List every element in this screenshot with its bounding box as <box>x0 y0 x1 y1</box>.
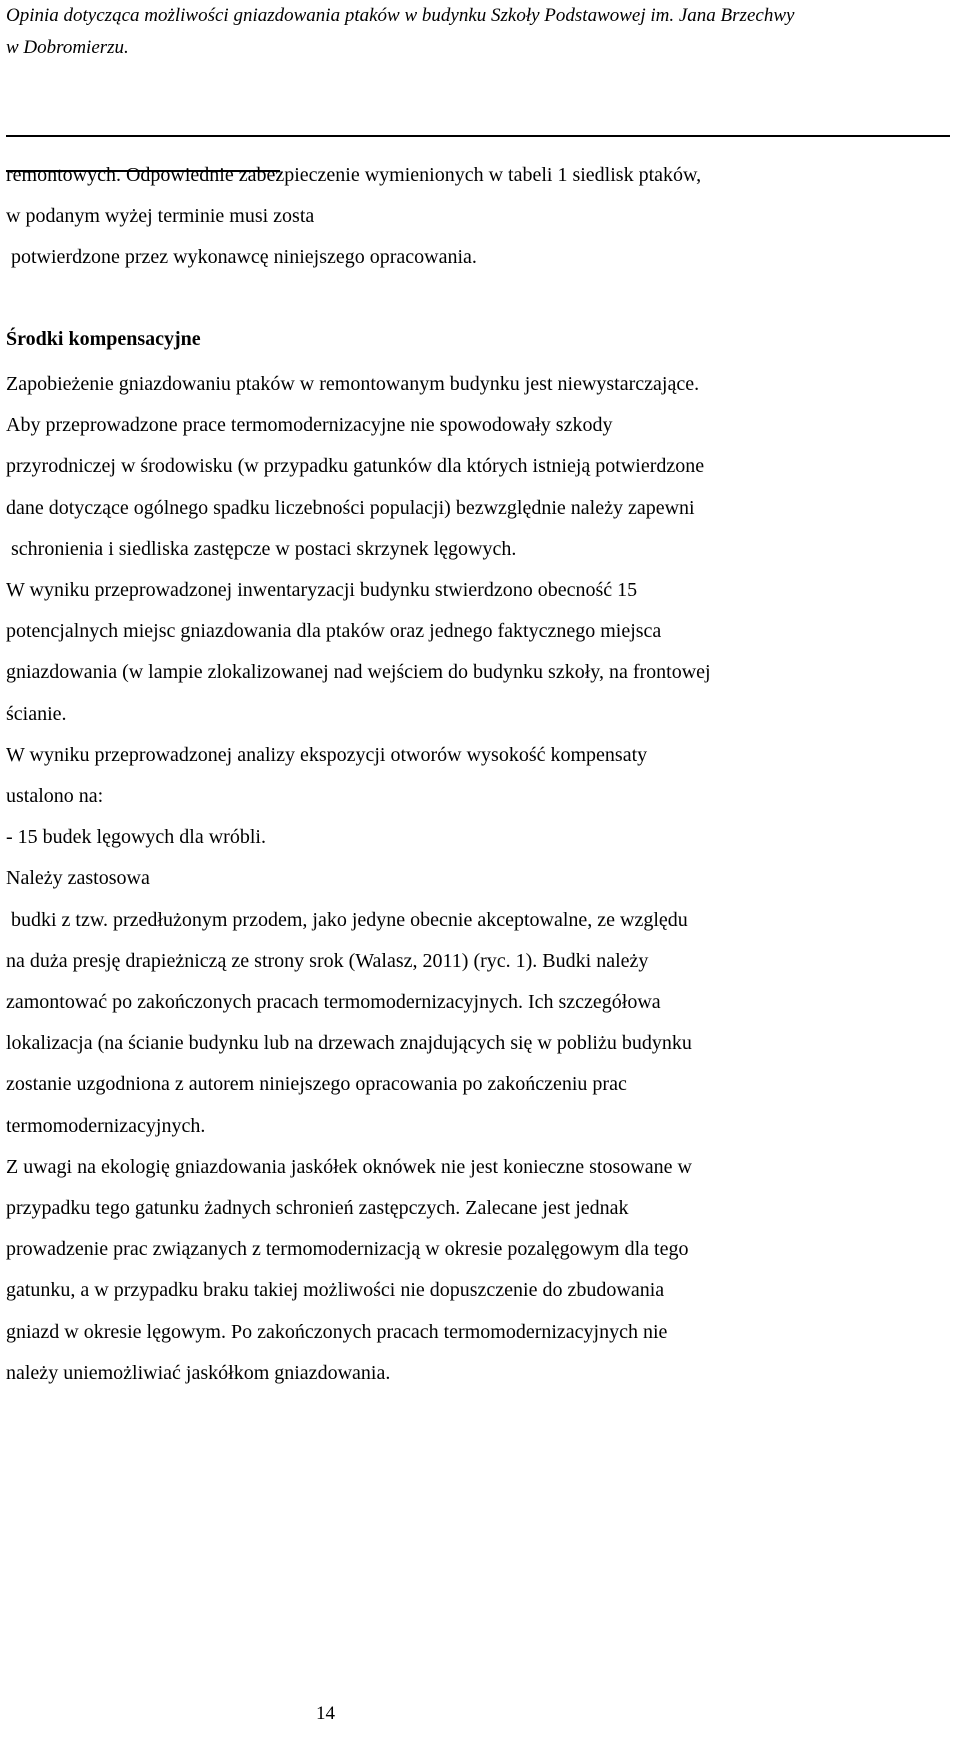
page-number: 14 <box>316 1703 335 1724</box>
header-rule <box>6 135 950 137</box>
paragraph-line: potencjalnych miejsc gniazdowania dla ptaków oraz jednego faktycznego miejsca <box>6 620 662 643</box>
paragraph-6 <box>6 858 956 1146</box>
running-header <box>6 0 956 64</box>
paragraph-line: W wyniku przeprowadzonej analizy ekspozycji otworów wysokość kompensaty <box>6 743 648 766</box>
paragraph-line: przypadku tego gatunku żadnych schronień zastępczych. Zalecane jest jednak <box>6 1197 629 1220</box>
intro-paragraph <box>6 155 956 278</box>
paragraph-line: zostanie uzgodniona z autorem niniejszego opracowania po zakończeniu prac <box>6 1073 627 1096</box>
paragraph-line: ścianie. <box>6 702 67 725</box>
paragraph-line: należy uniemożliwiać jaskółkom gniazdowania. <box>6 1361 391 1384</box>
paragraph-line: gatunku, a w przypadku braku takiej możliwości nie dopuszczenie do zbudowania <box>6 1279 665 1302</box>
paragraph-line: dane dotyczące ogólnego spadku liczebności populacji) bezwzględnie należy zapewni <box>6 496 695 519</box>
intro-line: remontowych. Odpowiednie zabezpieczenie wymienionych w tabeli 1 siedlisk ptaków, <box>6 164 702 186</box>
paragraph-line: prowadzenie prac związanych z termomodernizacją w okresie pozalęgowym dla tego <box>6 1238 689 1261</box>
paragraph-7 <box>6 1147 956 1394</box>
main-body <box>6 364 956 1394</box>
paragraph-line: gniazdowania (w lampie zlokalizowanej nad wejściem do budynku szkoły, na frontowej <box>6 661 711 684</box>
header-line-2: w Dobromierzu. <box>6 37 129 58</box>
paragraph-3 <box>6 570 956 735</box>
paragraph-line: ustalono na: <box>6 785 104 808</box>
header-line-1: Opinia dotycząca możliwości gniazdowania ptaków w budynku Szkoły Podstawowej im. Jana Brzechwy <box>6 5 795 26</box>
paragraph-4 <box>6 735 956 817</box>
paragraph-line: Z uwagi na ekologię gniazdowania jaskółek oknówek nie jest konieczne stosowane w <box>6 1155 692 1178</box>
paragraph-line: Należy zastosowa <box>6 867 150 890</box>
paragraph-line: zamontować po zakończonych pracach termomodernizacyjnych. Ich szczegółowa <box>6 991 661 1014</box>
intro-line: w podanym wyżej terminie musi zosta <box>6 205 315 227</box>
paragraph-line: budki z tzw. przedłużonym przodem, jako jedyne obecnie akceptowalne, ze względu <box>6 908 688 931</box>
paragraph-line: przyrodniczej w środowisku (w przypadku gatunków dla których istnieją potwierdzone <box>6 455 705 478</box>
paragraph-line: W wyniku przeprowadzonej inwentaryzacji budynku stwierdzono obecność 15 <box>6 579 638 602</box>
paragraph-1 <box>6 364 956 405</box>
paragraph-line: schronienia i siedliska zastępcze w postaci skrzynek lęgowych. <box>6 537 517 560</box>
paragraph-line: Aby przeprowadzone prace termomodernizacyjne nie spowodowały szkody <box>6 414 613 437</box>
paragraph-line: - 15 budek lęgowych dla wróbli. <box>6 826 266 849</box>
paragraph-line: na duża presję drapieżniczą ze strony srok (Walasz, 2011) (ryc. 1). Budki należy <box>6 949 649 972</box>
intro-line: potwierdzone przez wykonawcę niniejszego opracowania. <box>6 246 477 268</box>
paragraph-2 <box>6 405 956 570</box>
paragraph-line: termomodernizacyjnych. <box>6 1114 206 1137</box>
section-heading: Środki kompensacyjne <box>6 328 201 350</box>
paragraph-line: Zapobieżenie gniazdowaniu ptaków w remontowanym budynku jest niewystarczające. <box>6 373 700 395</box>
paragraph-line: lokalizacja (na ścianie budynku lub na drzewach znajdujących się w pobliżu budynku <box>6 1032 692 1055</box>
paragraph-line: gniazd w okresie lęgowym. Po zakończonych pracach termomodernizacyjnych nie <box>6 1320 668 1343</box>
paragraph-5 <box>6 817 956 858</box>
